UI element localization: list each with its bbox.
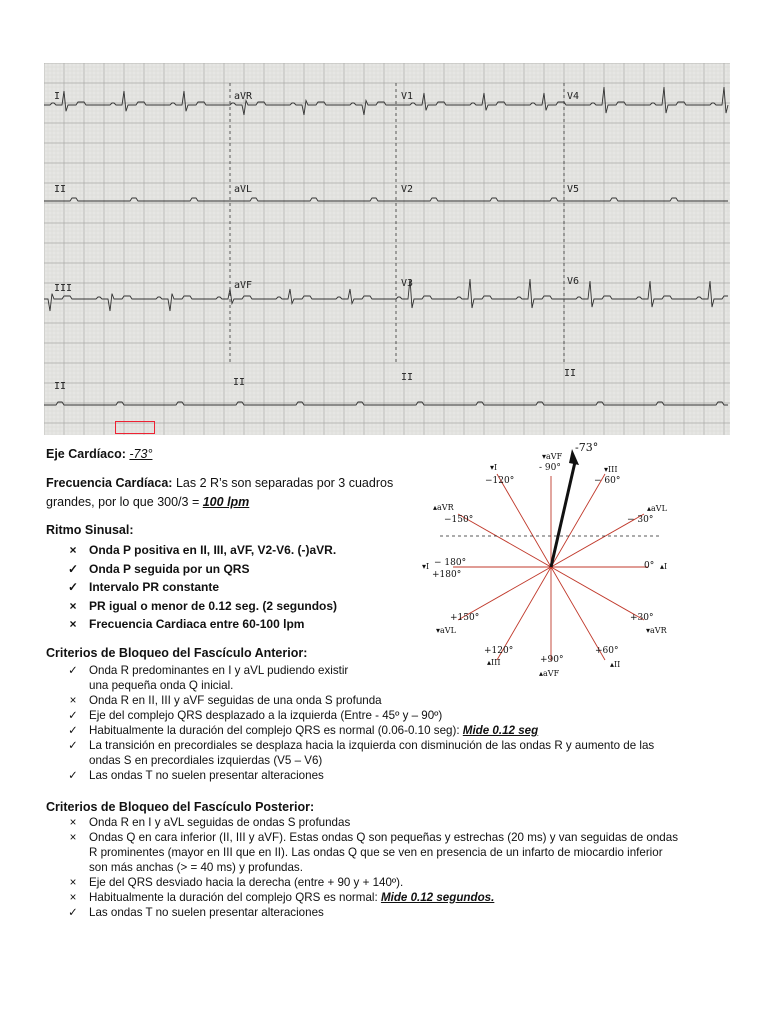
highlight-box	[115, 421, 155, 434]
item-text: PR igual o menor de 0.12 seg. (2 segundos)	[89, 598, 338, 613]
label-ii-pos: ▴II	[610, 660, 621, 669]
anterior-title: Criterios de Bloqueo del Fascículo Anterior:	[46, 646, 308, 660]
cross-icon: ×	[69, 617, 77, 631]
item-text-cont: una pequeña onda Q inicial.	[89, 679, 234, 692]
check-icon: ✓	[68, 769, 78, 782]
label-m60: − 60°	[594, 476, 621, 486]
item-text: Ondas Q en cara inferior (II, III y aVF). Estas ondas Q son pequeñas y estrechas (20 ms) y van seguidas de ondas	[89, 831, 678, 844]
list-item	[66, 815, 678, 830]
item-text-cont: son más anchas (> = 40 ms) y profundas.	[89, 861, 303, 874]
label-iii-pos: ▴III	[487, 658, 501, 667]
axis-label: -73°	[575, 441, 599, 454]
frecuencia-line2: grandes, por lo que 300/3 =	[46, 495, 200, 509]
lead-label-v3: V3	[401, 278, 414, 289]
item-text: Las ondas T no suelen presentar alteraciones	[89, 769, 324, 782]
eje-label: Eje Cardíaco:	[46, 447, 126, 461]
label-p150: +150°	[450, 613, 480, 623]
list-item	[66, 905, 678, 920]
list-item	[66, 693, 654, 708]
list-item	[66, 875, 678, 890]
list-item	[66, 578, 337, 597]
lead-label-v1: V1	[401, 91, 414, 102]
label-avl-neg: ▾aVL	[436, 626, 456, 635]
label-m180: − 180°	[434, 558, 467, 568]
item-text: Eje del QRS desviado hacia la derecha (entre + 90 y + 140º).	[89, 876, 404, 889]
list-item	[66, 708, 654, 723]
item-emphasis: Mide 0.12 seg	[462, 724, 539, 737]
lead-label-v5: V5	[567, 184, 580, 195]
lead-label-i: I	[54, 91, 61, 102]
lead-label-v6: V6	[567, 276, 580, 287]
list-item	[66, 541, 337, 560]
list-item	[66, 738, 654, 768]
label-i-neg: ▾I	[490, 463, 498, 472]
frecuencia-block	[46, 474, 393, 512]
cross-icon: ×	[69, 891, 77, 904]
list-item	[66, 723, 654, 738]
item-text-cont: R prominentes (mayor en III que en II). Las ondas Q que se ven en presencia de un infarto de miocardio inferior	[89, 846, 663, 859]
item-text: Onda R predominantes en I y aVL pudiendo existir	[89, 664, 349, 677]
item-text: Eje del complejo QRS desplazado a la izquierda (Entre - 45º y – 90º)	[89, 709, 443, 722]
list-item	[66, 830, 678, 875]
frecuencia-value: 100 lpm	[202, 495, 250, 509]
check-icon: ✓	[67, 580, 79, 594]
label-p60: +60°	[595, 646, 619, 656]
item-text: La transición en precordiales se desplaza hacia la izquierda con disminución de las ondas R y aumento de las	[89, 739, 655, 752]
label-m120: −120°	[485, 476, 515, 486]
item-text: Intervalo PR constante	[89, 580, 220, 594]
eje-line	[46, 447, 152, 461]
check-icon: ✓	[68, 709, 78, 722]
ecg-image	[44, 63, 730, 435]
cross-icon: ×	[69, 816, 77, 829]
check-icon: ✓	[68, 664, 78, 677]
avf-top-label: ▾aVF	[542, 452, 563, 461]
check-icon: ✓	[68, 739, 78, 752]
label-iii-neg: ▾III	[604, 465, 618, 474]
frecuencia-line1: Las 2 R’s son separadas por 3 cuadros	[175, 476, 394, 490]
label-i-right: ▴I	[660, 562, 668, 571]
list-item	[66, 597, 337, 616]
hexaxial-diagram	[418, 436, 674, 686]
lead-label-ii-rhythm-2: II	[233, 377, 246, 388]
check-icon: ✓	[68, 724, 78, 737]
lead-label-ii-rhythm-3: II	[401, 372, 414, 383]
cross-icon: ×	[69, 831, 77, 844]
list-item	[66, 890, 678, 905]
item-text: Onda R en II, III y aVF seguidas de una onda S profunda	[89, 694, 382, 707]
cross-icon: ×	[69, 598, 77, 613]
label-p180: +180°	[432, 570, 462, 580]
item-text: Habitualmente la duración del complejo QRS es normal:	[89, 891, 378, 904]
item-text: Onda R en I y aVL seguidas de ondas S profundas	[89, 816, 351, 829]
label-i-left: ▾I	[422, 562, 430, 571]
item-text-cont: ondas S en precordiales izquierdas (V5 – V6)	[89, 754, 323, 767]
check-icon: ✓	[67, 561, 79, 576]
label-p120: +120°	[484, 646, 514, 656]
label-avf-pos: ▴aVF	[539, 669, 560, 678]
list-item	[66, 615, 337, 634]
label-zero: 0°	[644, 561, 655, 571]
label-m150: −150°	[444, 515, 474, 525]
label-p90: +90°	[540, 655, 564, 665]
posterior-title: Criterios de Bloqueo del Fascículo Posterior:	[46, 800, 315, 814]
list-item	[66, 768, 654, 783]
item-text: Onda P seguida por un QRS	[89, 561, 250, 576]
lead-label-avr: aVR	[234, 91, 253, 102]
item-text: Frecuencia Cardiaca entre 60-100 lpm	[89, 617, 305, 631]
label-avr-neg: ▾aVR	[646, 626, 667, 635]
eje-value: -73°	[129, 447, 153, 461]
lead-label-ii-rhythm: II	[54, 381, 67, 392]
check-icon: ✓	[68, 906, 78, 919]
label-avr-pos: ▴aVR	[433, 503, 454, 512]
label-p30: +30°	[630, 613, 654, 623]
item-emphasis: Mide 0.12 segundos.	[380, 891, 495, 904]
lead-label-avf: aVF	[234, 280, 253, 291]
lead-label-iii: III	[54, 283, 73, 294]
ecg-tracing	[44, 63, 730, 435]
cross-icon: ×	[69, 694, 77, 707]
cross-icon: ×	[69, 876, 77, 889]
axis-arrow	[551, 462, 575, 567]
item-text: Las ondas T no suelen presentar alteraciones	[89, 906, 324, 919]
lead-label-ii-rhythm-4: II	[564, 368, 577, 379]
cross-icon: ×	[69, 543, 77, 557]
lead-label-v2: V2	[401, 184, 414, 195]
posterior-list	[66, 815, 678, 920]
frecuencia-label: Frecuencia Cardíaca:	[46, 476, 173, 490]
lead-label-avl: aVL	[234, 184, 253, 195]
ritmo-title: Ritmo Sinusal:	[46, 523, 134, 537]
label-avl-pos: ▴aVL	[647, 504, 667, 513]
label-m90: - 90°	[539, 463, 561, 473]
item-text: Onda P positiva en II, III, aVF, V2-V6. (-)aVR.	[89, 543, 337, 557]
list-item	[66, 560, 337, 579]
ritmo-list	[66, 541, 337, 634]
item-text: Habitualmente la duración del complejo QRS es normal (0.06-0.10 seg):	[89, 724, 460, 737]
lead-label-v4: V4	[567, 91, 580, 102]
lead-label-ii: II	[54, 184, 67, 195]
label-m30: − 30°	[627, 515, 654, 525]
